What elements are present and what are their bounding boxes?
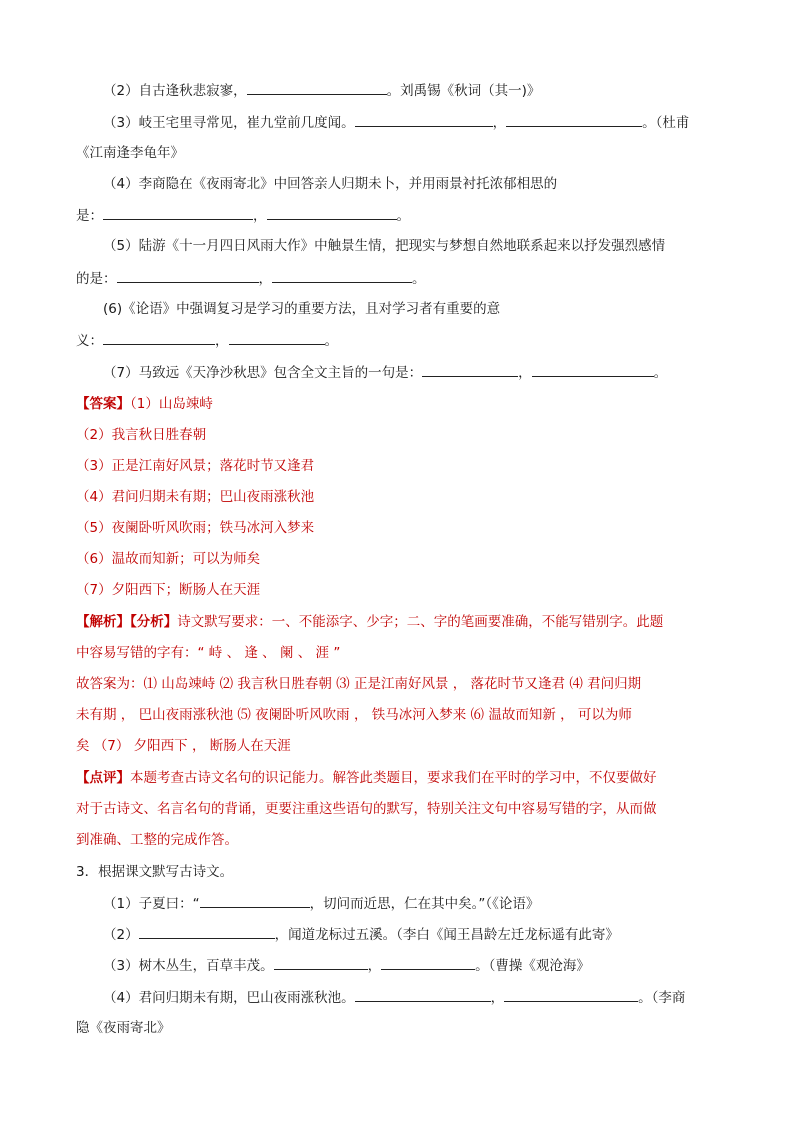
item-text: 。 (412, 271, 426, 287)
item-text: 自古逢秋悲寂寥， (138, 83, 247, 99)
comment-line-3: 到准确、工整的完成作答。 (76, 832, 238, 848)
item-number: （1） (103, 896, 139, 912)
analysis-tag: 【解析】【分析】 (76, 614, 178, 630)
comment-tag: 【点评】 (76, 770, 130, 786)
q3-item-4-cont (76, 1018, 171, 1038)
item-number: （3） (103, 958, 139, 974)
item-text: 《论语》中强调复习是学习的重要方法，且对学习者有重要的意 (122, 301, 501, 317)
q3-title: 3．根据课文默写古诗文。 (76, 864, 234, 880)
item-text: 。（杜甫 (642, 115, 690, 131)
answer-blank (267, 205, 397, 220)
item-text: 。（曹操《观沧海》 (475, 958, 590, 974)
answer-line-6: （6）温故而知新；可以为师矣 (76, 551, 261, 567)
item-text: 。（李商 (638, 990, 686, 1006)
item-number: （7） (103, 365, 139, 381)
answer-blank (139, 924, 275, 939)
item-text: 隐《夜雨寄北》 (76, 1020, 171, 1036)
item-text: ， (490, 990, 505, 1006)
item-text: ， (367, 958, 382, 974)
comment-text: 本题考查古诗文名句的识记能力。解答此类题目，要求我们在平时的学习中，不仅要做好 (130, 770, 657, 786)
item-text: ， (518, 365, 532, 381)
q2-item-2 (103, 80, 540, 100)
q2-item-6 (103, 299, 500, 319)
answer-blank (272, 268, 412, 283)
item-text: 。 (324, 333, 338, 349)
answer-blank (506, 112, 642, 127)
answer-blank (355, 112, 493, 127)
answer-line-3: （3）正是江南好风景；落花时节又逢君 (76, 458, 315, 474)
item-text: 。 (396, 208, 410, 224)
comment-line-2: 对于古诗文、名言名句的背诵，更要注重这些语句的默写，特别关注文句中容易写错的字，从而做 (76, 801, 657, 817)
item-text: 义： (76, 333, 103, 349)
analysis-line-2: 中容易写错的字有：“ 峙 、 逢 、 阑 、 涯 ” (76, 645, 341, 661)
item-number: (6) (103, 301, 123, 317)
answer-blank (422, 362, 518, 377)
q2-item-7 (103, 362, 667, 382)
item-text: ， (215, 333, 229, 349)
answer-blank (247, 80, 387, 95)
q3-item-4 (103, 987, 685, 1007)
item-number: （4） (103, 176, 139, 192)
answer-blank (103, 330, 215, 345)
item-number: （4） (103, 990, 139, 1006)
q3-item-1 (103, 893, 539, 913)
answer-line-4: （4）君问归期未有期；巴山夜雨涨秋池 (76, 489, 315, 505)
item-number: （2） (103, 927, 139, 943)
answer-line-2: （2）我言秋日胜春朝 (76, 427, 207, 443)
q3-item-2 (103, 924, 619, 944)
q2-item-4-blanks (76, 205, 410, 225)
item-text: 树木丛生，百草丰茂。 (138, 958, 274, 974)
item-text: 。 (653, 365, 668, 381)
answer-blank (229, 330, 325, 345)
answer-blank (274, 955, 368, 970)
item-text: ， (258, 271, 272, 287)
item-number: （2） (103, 83, 139, 99)
q3-item-3 (103, 955, 590, 975)
answer-blank (103, 205, 253, 220)
item-text: 《江南逢李龟年》 (76, 145, 184, 161)
comment-line-1 (76, 768, 657, 788)
analysis-line-3: 故答案为：⑴ 山岛竦峙 ⑵ 我言秋日胜春朝 ⑶ 正是江南好风景 ， 落花时节又逢君 ⑷ 君问归期 (76, 676, 642, 692)
analysis-line-5: 矣 （7） 夕阳西下 ， 断肠人在天涯 (76, 738, 291, 754)
item-text: 子夏曰：“ (138, 896, 200, 912)
answer-text: （1）山岛竦峙 (130, 396, 213, 412)
q2-item-3 (103, 112, 689, 132)
answer-blank (532, 362, 654, 377)
answer-tag: 【答案】 (76, 396, 130, 412)
item-text: 陆游《十一月四日风雨大作》中触景生情，把现实与梦想自然地联系起来以抒发强烈感情 (138, 238, 666, 254)
item-text: ，闻道龙标过五溪。（李白《闻王昌龄左迁龙标遥有此寄》 (274, 927, 619, 943)
item-number: （5） (103, 238, 139, 254)
item-text: ， (253, 208, 267, 224)
item-text: ， (492, 115, 507, 131)
item-text: 君问归期未有期，巴山夜雨涨秋池。 (138, 990, 355, 1006)
answer-line-5: （5）夜阑卧听风吹雨；铁马冰河入梦来 (76, 520, 315, 536)
item-text: 岐王宅里寻常见，崔九堂前几度闻。 (138, 115, 355, 131)
answer-blank (381, 955, 475, 970)
item-text: ，切问而近思，仁在其中矣。”（《论语》 (309, 896, 540, 912)
q2-item-6-blanks (76, 330, 338, 350)
item-text: 的是： (76, 271, 117, 287)
item-text: 。刘禹锡《秋词（其一)》 (386, 83, 541, 99)
analysis-text: 诗文默写要求：一、不能添字、少字；二、字的笔画要准确，不能写错别字。此题 (177, 614, 664, 630)
q2-item-4 (103, 174, 557, 194)
answer-line-1 (76, 394, 213, 414)
q2-item-5 (103, 236, 665, 256)
answer-blank (504, 987, 638, 1002)
item-text: 是： (76, 208, 103, 224)
analysis-line-4: 未有期 ， 巴山夜雨涨秋池 ⑸ 夜阑卧听风吹雨 ， 铁马冰河入梦来 ⑹ 温故而知新 ， 可以为师 (76, 707, 632, 723)
answer-blank (200, 893, 310, 908)
answer-blank (117, 268, 259, 283)
q2-item-3-cont (76, 143, 184, 163)
item-number: （3） (103, 115, 139, 131)
q2-item-5-blanks (76, 268, 426, 288)
analysis-line-1 (76, 612, 663, 632)
item-text: 李商隐在《夜雨寄北》中回答亲人归期未卜，并用雨景衬托浓郁相思的 (138, 176, 558, 192)
answer-blank (355, 987, 491, 1002)
answer-line-7: （7）夕阳西下；断肠人在天涯 (76, 582, 261, 598)
item-text: 马致远《天净沙秋思》包含全文主旨的一句是： (138, 365, 423, 381)
